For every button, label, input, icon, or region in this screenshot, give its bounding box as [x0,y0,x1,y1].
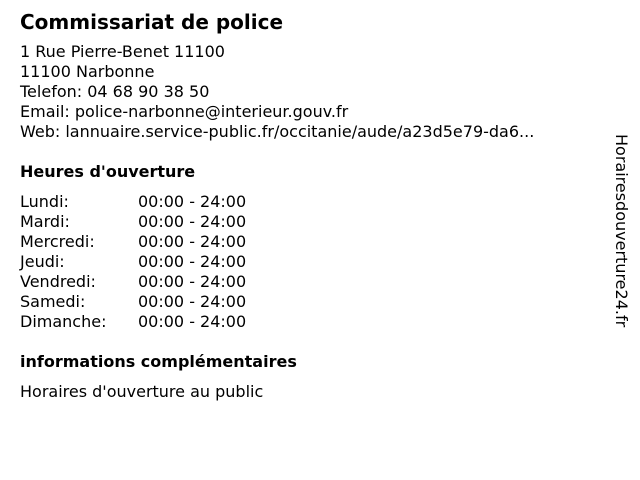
opening-hours-table [20,192,246,332]
web-line: Web: lannuaire.service-public.fr/occitanie/aude/a23d5e79-da6... [20,122,535,141]
day-label: Samedi: [20,292,86,311]
time-range: 00:00 - 24:00 [138,272,247,291]
time-range: 00:00 - 24:00 [138,252,247,271]
hours-row-friday [20,272,246,292]
site-brand-label: Horairesdouverture24.fr [612,134,631,328]
time-range: 00:00 - 24:00 [138,292,247,311]
time-range: 00:00 - 24:00 [138,212,247,231]
city-address: 11100 Narbonne [20,62,155,81]
phone-line: Telefon: 04 68 90 38 50 [20,82,210,101]
time-range: 00:00 - 24:00 [138,192,247,211]
day-label: Jeudi: [20,252,65,271]
street-address: 1 Rue Pierre-Benet 11100 [20,42,225,61]
hours-row-saturday [20,292,246,312]
day-label: Dimanche: [20,312,107,331]
day-label: Mardi: [20,212,70,231]
day-label: Lundi: [20,192,69,211]
time-range: 00:00 - 24:00 [138,232,247,251]
day-label: Vendredi: [20,272,96,291]
hours-row-thursday [20,252,246,272]
hours-row-monday [20,192,246,212]
hours-row-tuesday [20,212,246,232]
opening-hours-heading: Heures d'ouverture [20,162,196,181]
time-range: 00:00 - 24:00 [138,312,247,331]
page-title: Commissariat de police [20,10,284,34]
additional-info-heading: informations complémentaires [20,352,297,371]
email-line: Email: police-narbonne@interieur.gouv.fr [20,102,349,121]
day-label: Mercredi: [20,232,95,251]
additional-info-text: Horaires d'ouverture au public [20,382,264,401]
hours-row-sunday [20,312,246,332]
hours-row-wednesday [20,232,246,252]
place-card [20,10,600,402]
